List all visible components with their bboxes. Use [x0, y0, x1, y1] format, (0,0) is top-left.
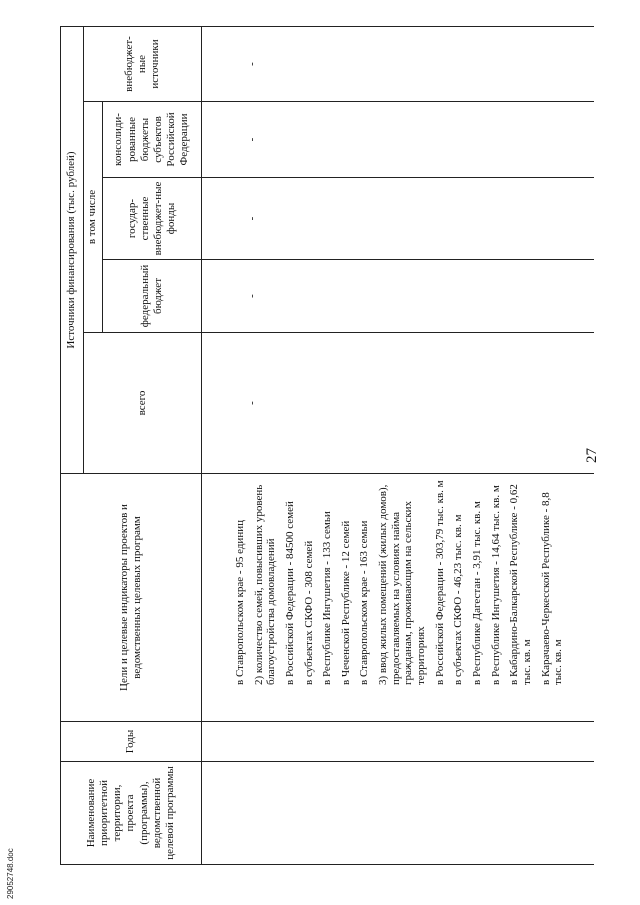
indicator-item: в Российской Федерации - 84500 семей: [283, 501, 296, 685]
cell-name: [202, 762, 595, 865]
cell-federal: [202, 260, 595, 333]
indicator-item: в субъектах СКФО - 308 семей: [302, 540, 315, 685]
indicator-item: 2) количество семей, повысивших уровень благоустройства домовладений: [252, 484, 278, 685]
header-federal: федеральный бюджет: [103, 260, 202, 333]
cell-state-funds: [202, 178, 595, 260]
header-total: всего: [84, 333, 202, 474]
cell-regional: [202, 102, 595, 178]
indicator-item: в Российской Федерации - 303,79 тыс. кв. м: [433, 480, 446, 685]
indicator-item: в Карачаево-Черкесской Республике - 8,8 тыс. кв. м: [539, 492, 565, 685]
header-years: Годы: [61, 722, 202, 762]
document-code: 29052748.doc: [6, 848, 15, 899]
value-state-funds: -: [246, 216, 258, 221]
financing-table: [60, 26, 594, 865]
indicator-item: в Республике Ингушетия - 133 семьи: [321, 511, 334, 685]
indicator-item: в Кабардино-Балкарской Республике - 0,62 тыс. кв. м: [508, 484, 533, 685]
value-regional: -: [246, 137, 258, 142]
indicator-item: в субъектах СКФО - 46,23 тыс. кв. м: [452, 514, 465, 685]
cell-years: [202, 722, 595, 762]
value-total: -: [246, 401, 258, 405]
header-goals: Цели и целевые индикаторы проектов и ведомственных целевых программ: [61, 474, 202, 722]
header-regional: консолиди-рованные бюджеты субъектов Российской Федерации: [103, 102, 202, 178]
indicator-item: 3) ввод жилых помещений (жилых домов), предоставляемых на условиях найма гражданам, проживающим на сельских территориях: [377, 484, 428, 685]
value-federal: -: [246, 294, 258, 298]
header-extra: внебюджет-ные источники: [84, 27, 202, 102]
indicator-item: в Чеченской Республике - 12 семей: [339, 520, 352, 685]
indicators-list: [202, 474, 595, 722]
header-sources: Источники финансирования (тыс. рублей): [61, 27, 84, 474]
header-state-funds: государ-ственные внебюджет-ные фонды: [103, 178, 202, 260]
cell-extra: [202, 27, 595, 102]
page-number: 27: [584, 448, 600, 463]
indicator-item: в Республике Ингушетия - 14,64 тыс. кв. м: [489, 485, 502, 685]
header-name: Наименование приоритетной территории, проекта (программы), ведомственной целевой программы: [61, 762, 202, 865]
value-extra: -: [246, 62, 258, 66]
cell-total: [202, 333, 595, 474]
indicator-item: в Ставропольском крае - 163 семьи: [358, 520, 371, 685]
indicator-item: в Республике Дагестан - 3,91 тыс. кв. м: [470, 501, 483, 685]
indicator-item: в Ставропольском крае - 95 единиц: [234, 520, 246, 685]
header-including: в том числе: [84, 102, 103, 333]
